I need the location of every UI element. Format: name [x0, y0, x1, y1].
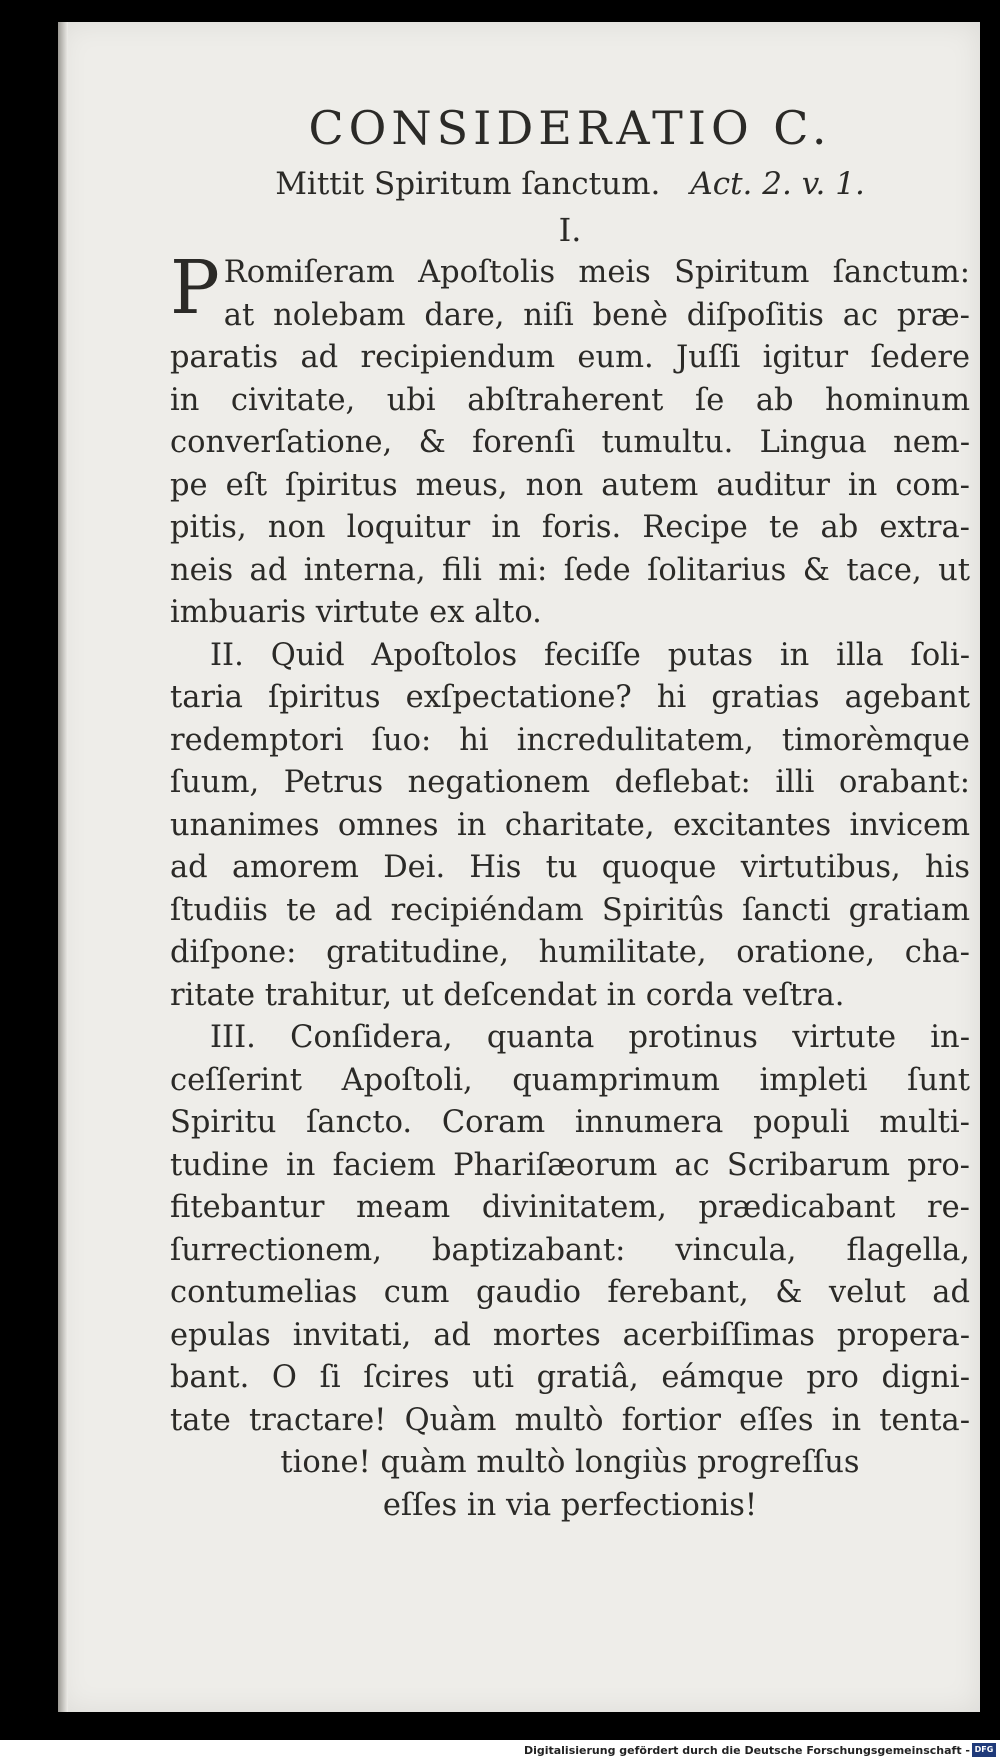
text-line: paratis ad recipiendum eum. Juſſi igitur ſedere	[170, 340, 970, 375]
text-line: neis ad interna, fili mi: ſede ſolitarius & tace, ut	[170, 552, 970, 588]
text-line: tione! quàm multò longiùs progreſſus	[280, 1445, 860, 1480]
text-line: Romiſeram Apoſtolis meis Spiritum ſanctum:	[223, 255, 970, 290]
paragraph-one	[170, 245, 970, 635]
drop-cap: P	[170, 245, 220, 331]
paragraph-three	[170, 1017, 970, 1442]
closing-lines	[170, 1442, 970, 1527]
text-line: ritate trahitur, ut deſcendat in corda veſtra.	[170, 977, 845, 1013]
dfg-logo: DFG	[972, 1743, 996, 1757]
text-line: at nolebam dare, niſi benè diſpoſitis ac præ-	[223, 297, 970, 333]
page-text-block	[170, 100, 970, 1527]
text-line: taria ſpiritus exſpectatione? hi gratias agebant	[170, 680, 970, 715]
page-gutter-shadow	[58, 22, 68, 1712]
text-line: redemptori ſuo: hi incredulitatem, timorèmque	[170, 722, 970, 758]
text-line: Spiritu ſancto. Coram innumera populi multi-	[170, 1105, 970, 1140]
text-line: epulas invitati, ad mortes acerbiſſimas propera-	[170, 1317, 970, 1353]
text-line: diſpone: gratitudine, humilitate, oratione, cha-	[170, 935, 970, 970]
scripture-reference: Act. 2. v. 1.	[690, 166, 865, 202]
text-line: ceſſerint Apoſtoli, quamprimum impleti ſunt	[170, 1062, 970, 1098]
digitization-credit: Digitalisierung gefördert durch die Deutsche Forschungsgemeinschaft -	[523, 1744, 970, 1757]
text-line: tudine in faciem Phariſæorum ac Scribarum pro-	[170, 1147, 970, 1183]
paragraph-two	[170, 635, 970, 1018]
text-line: converſatione, & forenſi tumultu. Lingua nem-	[170, 425, 970, 460]
text-line: contumelias cum gaudio ferebant, & velut ad	[170, 1275, 970, 1310]
text-line: in civitate, ubi abſtraherent ſe ab hominum	[170, 382, 970, 418]
text-line: unanimes omnes in charitate, excitantes invicem	[170, 807, 970, 843]
text-line: fitebantur meam divinitatem, prædicabant re-	[170, 1190, 970, 1225]
page-title: CONSIDERATIO C.	[308, 101, 832, 155]
text-line: ſtudiis te ad recipiéndam Spiritûs ſancti gratiam	[170, 892, 970, 928]
text-line: tate tractare! Quàm multò fortior eſſes in tenta-	[170, 1402, 970, 1438]
text-line: ſurrectionem, baptizabant: vincula, flagella,	[170, 1232, 970, 1268]
page-subtitle	[170, 164, 970, 204]
text-line: eſſes in via perfectionis!	[382, 1487, 758, 1523]
text-line: bant. O ſi ſcires uti gratiâ, eámque pro digni-	[170, 1360, 970, 1395]
section-numeral: I.	[558, 211, 582, 249]
text-line: imbuaris virtute ex alto.	[170, 595, 542, 630]
text-line: III. Conſidera, quanta protinus virtute in-	[210, 1020, 970, 1055]
text-line: pitis, non loquitur in foris. Recipe te ab extra-	[170, 510, 970, 545]
text-line: pe eſt ſpiritus meus, non autem auditur in com-	[170, 467, 970, 503]
subtitle-text: Mittit Spiritum ſanctum.	[275, 166, 661, 202]
text-line: ad amorem Dei. His tu quoque virtutibus, his	[170, 850, 970, 885]
text-line: II. Quid Apoſtolos feciſſe putas in illa ſoli-	[210, 637, 970, 673]
text-line: ſuum, Petrus negationem deflebat: illi orabant:	[170, 765, 970, 800]
